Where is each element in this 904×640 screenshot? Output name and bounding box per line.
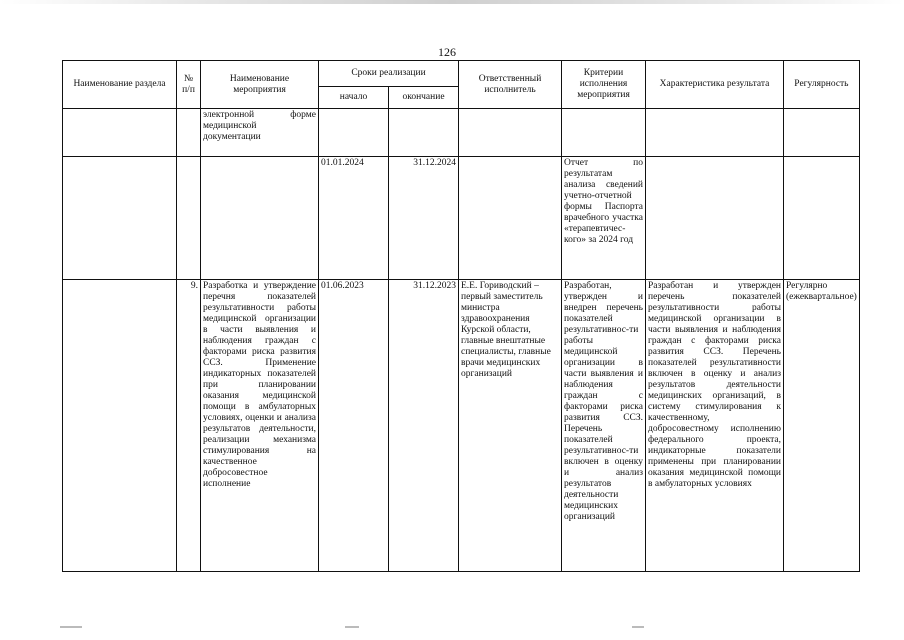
cell-number: [177, 109, 201, 157]
header-criteria: Критерии исполнения мероприятия: [562, 61, 646, 109]
cell-start: 01.06.2023: [319, 280, 389, 572]
cell-number: 9.: [177, 280, 201, 572]
cell-responsible: [459, 157, 562, 280]
header-number: № п/п: [177, 61, 201, 109]
cell-section: [63, 109, 177, 157]
cell-criteria: [562, 109, 646, 157]
cell-number: [177, 157, 201, 280]
cell-result: Разработан и утвержден перечень показателей результативности работы медицинской организации в части выявления и наблюдения граждан с факторами риска развития ССЗ. Перечень показателей результативности включен в оценку и анализ результатов деятельности медицинских организаций, в систему стимулирования к качественному, добросовестному исполнению федерального проекта, индикаторные показатели применены при планировании оказания медицинской помощи в амбулаторных условиях: [646, 280, 784, 572]
header-end: окончание: [389, 87, 459, 109]
header-activity-name: Наименование мероприятия: [201, 61, 319, 109]
page-number: 126: [438, 45, 456, 59]
cell-end: 31.12.2024: [389, 157, 459, 280]
cell-responsible: Е.Е. Гориводский – первый заместитель министра здравоохранения Курской области, главные внештатные специалисты, главные врачи медицинских организаций: [459, 280, 562, 572]
header-section-name: Наименование раздела: [63, 61, 177, 109]
scan-mark: [60, 626, 82, 628]
header-start: начало: [319, 87, 389, 109]
cell-regularity: [784, 157, 860, 280]
cell-section: [63, 157, 177, 280]
cell-end: [389, 109, 459, 157]
cell-section: [63, 280, 177, 572]
table-row: [63, 280, 860, 572]
cell-result: [646, 157, 784, 280]
cell-criteria: Разработан, утвержден и внедрен перечень показателей результативнос-ти работы медицинской организации в части выявления и наблюдения граждан с факторами риска развития ССЗ. Перечень показателей результативнос-ти включен в оценку и анализ результатов деятельности медицинских организаций: [562, 280, 646, 572]
cell-start: [319, 109, 389, 157]
header-regularity: Регулярность: [784, 61, 860, 109]
scan-edge: [0, 0, 904, 4]
cell-criteria: Отчет по результатам анализа сведений учетно-отчетной формы Паспорта врачебного участка «терапевтичес-кого» за 2024 год: [562, 157, 646, 280]
table-row: [63, 157, 860, 280]
header-responsible: Ответственный исполнитель: [459, 61, 562, 109]
cell-responsible: [459, 109, 562, 157]
cell-regularity: Регулярно (ежеквартальное): [784, 280, 860, 572]
scan-mark: [632, 626, 644, 628]
cell-start: 01.01.2024: [319, 157, 389, 280]
cell-end: 31.12.2023: [389, 280, 459, 572]
cell-activity: [201, 157, 319, 280]
cell-regularity: [784, 109, 860, 157]
cell-result: [646, 109, 784, 157]
activity-plan-table: [62, 60, 860, 572]
table-row: [63, 109, 860, 157]
cell-activity: электронной форме медицинской документации: [201, 109, 319, 157]
cell-activity: Разработка и утверждение перечня показателей результативности работы медицинской организации в части выявления и наблюдения граждан с факторами риска развития ССЗ. Применение индикаторных показателей при планировании оказания медицинской помощи в амбулаторных условиях, оценки и анализа результатов деятельности, реализации механизма стимулирования на качественное добросовестное исполнение: [201, 280, 319, 572]
header-result: Характеристика результата: [646, 61, 784, 109]
scan-mark: [345, 626, 359, 628]
header-terms: Сроки реализации: [319, 61, 459, 87]
